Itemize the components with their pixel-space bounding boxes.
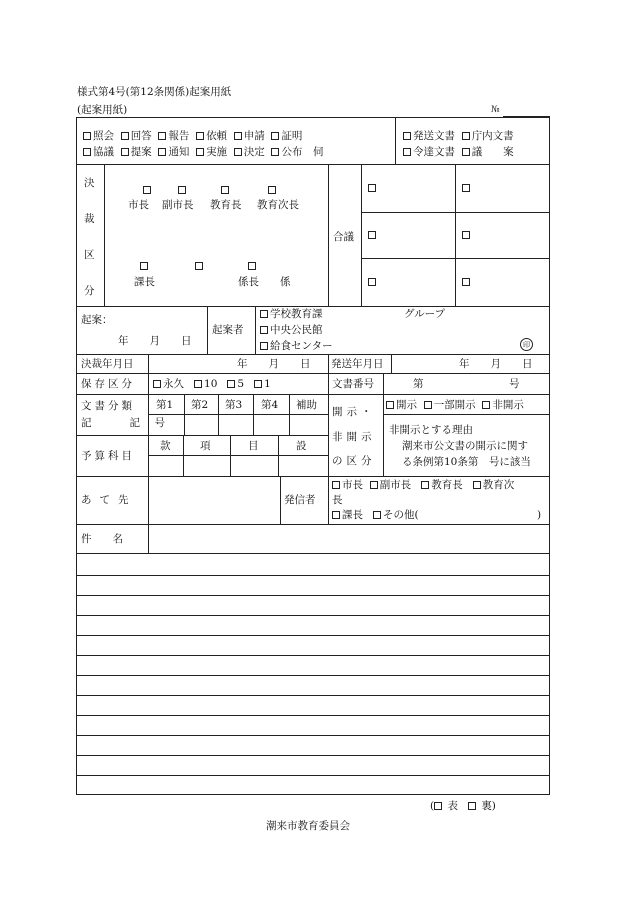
checkbox[interactable]	[121, 148, 129, 156]
org-school-education: 学校教育課	[260, 308, 323, 320]
kian-date[interactable]: 年 月 日	[118, 335, 192, 347]
budget-col-1: 款	[160, 440, 171, 452]
divider	[207, 306, 208, 354]
disclosure-options: 開示 一部開示 非開示	[386, 399, 524, 411]
checkbox[interactable]	[196, 132, 204, 140]
checkbox[interactable]	[227, 380, 235, 388]
ruled-line	[76, 715, 550, 716]
role-section-chief: 課長	[134, 276, 155, 288]
type-row-2: 協議 提案 通知 実施 決定 公布 伺	[83, 146, 323, 158]
divider	[230, 435, 231, 476]
divider	[278, 435, 279, 476]
org-lunch-center: 給食センター	[260, 340, 333, 352]
decision-label-1: 決	[84, 177, 95, 189]
gougi-checkbox[interactable]	[368, 278, 376, 286]
divider	[328, 164, 329, 306]
sender-options-1: 市長 副市長 教育長 教育次	[332, 479, 514, 491]
ruled-line	[76, 675, 550, 676]
gougi-checkbox[interactable]	[462, 184, 470, 192]
number-label: №	[491, 105, 500, 115]
checkbox[interactable]	[332, 511, 340, 519]
seal-mark: 印	[520, 338, 533, 351]
ruled-line	[76, 595, 550, 596]
role-vice-mayor: 副市長	[162, 199, 194, 211]
class-col-5: 補助	[296, 399, 317, 411]
ruled-line	[76, 615, 550, 616]
row-line	[76, 553, 550, 554]
decision-label-2: 裁	[84, 213, 95, 225]
subject-label: 件 名	[81, 533, 123, 545]
checkbox[interactable]	[234, 148, 242, 156]
row-line	[76, 435, 328, 436]
divider	[328, 373, 329, 394]
disclosure-label-1: 開示・	[332, 406, 376, 418]
type-row-1: 照会 回答 報告 依頼 申請 証明	[83, 130, 302, 142]
checkbox[interactable]	[260, 310, 268, 318]
budget-label: 予算科目	[81, 450, 135, 462]
addressee-label: あて先	[81, 494, 137, 506]
divider	[328, 394, 329, 476]
checkbox[interactable]	[462, 132, 470, 140]
checkbox[interactable]	[403, 148, 411, 156]
disclosure-label-3: の区分	[332, 455, 376, 467]
checkbox[interactable]	[373, 511, 381, 519]
checkbox[interactable]	[421, 481, 429, 489]
divider	[328, 354, 329, 373]
checkbox-superintendent[interactable]	[221, 186, 229, 194]
kessai-date[interactable]: 年 月 日	[237, 358, 311, 370]
ruled-line	[76, 755, 550, 756]
row-line	[148, 455, 328, 456]
divider	[148, 476, 149, 524]
disclosure-reason-title: 非開示とする理由	[389, 424, 473, 436]
row-line	[383, 414, 550, 415]
ruled-line	[76, 735, 550, 736]
divider	[383, 394, 384, 476]
class-col-3: 第3	[225, 399, 243, 411]
divider	[253, 394, 254, 435]
class-col-4: 第4	[261, 399, 279, 411]
divider	[455, 164, 456, 306]
checkbox[interactable]	[260, 342, 268, 350]
kian-label: 起案：	[81, 314, 113, 326]
front-back-indicator: ( 表 裏)	[430, 800, 496, 812]
divider	[289, 394, 290, 435]
checkbox-section-chief[interactable]	[140, 262, 148, 270]
form-title: 様式第4号(第12条関係)起案用紙	[77, 86, 232, 98]
divider	[391, 354, 392, 373]
checkbox-back[interactable]	[468, 802, 476, 810]
decision-label-4: 分	[84, 285, 95, 297]
checkbox[interactable]	[424, 401, 432, 409]
role-superintendent: 教育長	[210, 199, 242, 211]
group-label: グループ	[404, 308, 446, 320]
checkbox[interactable]	[158, 148, 166, 156]
gougi-checkbox[interactable]	[368, 231, 376, 239]
row-line	[361, 258, 550, 259]
sender-label: 発信者	[284, 494, 316, 506]
storage-label: 保存区分	[81, 378, 135, 390]
budget-col-3: 目	[248, 440, 259, 452]
checkbox[interactable]	[482, 401, 490, 409]
checkbox[interactable]	[462, 148, 470, 156]
role-mayor: 市長	[128, 199, 149, 211]
divider	[383, 373, 384, 394]
checkbox-vice-mayor[interactable]	[178, 186, 186, 194]
checkbox[interactable]	[403, 132, 411, 140]
divider	[255, 306, 256, 354]
budget-col-2: 項	[200, 440, 211, 452]
type-right-row-2: 令達文書 議 案	[403, 146, 514, 158]
paren-close: )	[537, 509, 542, 521]
gougi-checkbox[interactable]	[462, 278, 470, 286]
checkbox[interactable]	[473, 481, 481, 489]
checkbox[interactable]	[158, 132, 166, 140]
checkbox-deputy-superintendent[interactable]	[268, 186, 276, 194]
gougi-label: 合議	[333, 231, 354, 243]
checkbox[interactable]	[121, 132, 129, 140]
role-subsection-chief: 係長 係	[238, 276, 291, 288]
org-name: 潮来市教育委員会	[266, 820, 350, 832]
divider	[218, 394, 219, 435]
storage-options: 永久 10 5 1	[153, 378, 271, 390]
disclosure-label-2: 非開示	[332, 431, 376, 443]
class-col-1: 第1	[156, 399, 174, 411]
divider	[183, 435, 184, 476]
divider	[148, 524, 149, 553]
gougi-checkbox[interactable]	[368, 184, 376, 192]
decision-label-3: 区	[84, 249, 95, 261]
role-deputy-superintendent: 教育次長	[257, 199, 299, 211]
kessai-label: 決裁年月日	[81, 358, 134, 370]
ruled-line	[76, 695, 550, 696]
checkbox[interactable]	[153, 380, 161, 388]
doc-no-last: 号	[509, 378, 520, 390]
disclosure-reason-line-2: る条例第10条第 号に該当	[402, 456, 531, 468]
row-line	[76, 306, 550, 307]
divider	[104, 164, 105, 306]
row-line	[148, 414, 328, 415]
checkbox[interactable]	[260, 326, 268, 334]
divider	[148, 354, 149, 373]
hassou-date[interactable]: 年 月 日	[459, 358, 533, 370]
checkbox-blank[interactable]	[195, 262, 203, 270]
checkbox[interactable]	[370, 481, 378, 489]
divider	[148, 373, 149, 394]
class-col-2: 第2	[191, 399, 209, 411]
checkbox[interactable]	[83, 148, 91, 156]
budget-col-4: 設	[296, 440, 307, 452]
checkbox[interactable]	[332, 481, 340, 489]
checkbox[interactable]	[386, 401, 394, 409]
sender-options-1b: 長	[332, 494, 343, 506]
checkbox[interactable]	[234, 132, 242, 140]
divider	[328, 476, 329, 524]
type-right-row-1: 発送文書 庁内文書	[403, 130, 514, 142]
disclosure-reason-line-1: 潮来市公文書の開示に関す	[402, 440, 528, 452]
checkbox-mayor[interactable]	[143, 186, 151, 194]
divider	[184, 394, 185, 435]
checkbox[interactable]	[196, 148, 204, 156]
checkbox-front[interactable]	[434, 802, 442, 810]
row-line	[361, 212, 550, 213]
checkbox[interactable]	[271, 132, 279, 140]
kiansha-label: 起案者	[212, 324, 244, 336]
doc-no-label: 文書番号	[332, 378, 374, 390]
form-subtitle: (起案用紙)	[77, 104, 128, 116]
checkbox[interactable]	[194, 380, 202, 388]
gougi-checkbox[interactable]	[462, 231, 470, 239]
checkbox-subsection-chief[interactable]	[248, 262, 256, 270]
checkbox[interactable]	[271, 148, 279, 156]
checkbox[interactable]	[254, 380, 262, 388]
divider	[395, 117, 396, 164]
divider	[280, 476, 281, 524]
doc-no-first: 第	[413, 378, 424, 390]
org-community-center: 中央公民館	[260, 324, 323, 336]
divider	[361, 164, 362, 306]
classification-sub: 記 記 号	[81, 417, 167, 429]
ruled-line	[76, 775, 550, 776]
hassou-label: 発送年月日	[331, 358, 384, 370]
row-line	[76, 164, 550, 165]
ruled-line	[76, 575, 550, 576]
ruled-line	[76, 655, 550, 656]
ruled-line	[76, 635, 550, 636]
checkbox[interactable]	[83, 132, 91, 140]
sender-options-2: 課長 その他(	[332, 509, 419, 521]
classification-label: 文書分類	[81, 400, 135, 412]
